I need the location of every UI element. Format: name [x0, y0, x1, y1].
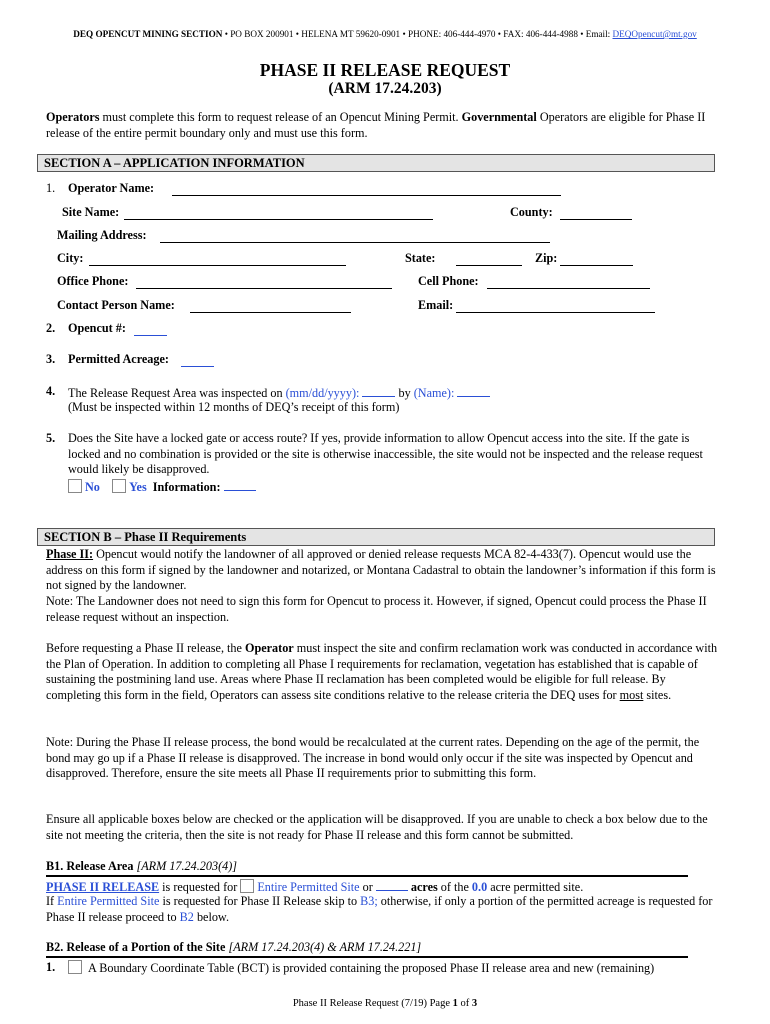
email-field[interactable]	[456, 298, 655, 313]
yes-label: Yes	[129, 480, 147, 494]
b1-requested-for: is requested for	[159, 880, 241, 894]
zip-field[interactable]	[560, 251, 633, 266]
form-title: PHASE II RELEASE REQUEST	[259, 60, 511, 80]
entire-site-reference: Entire Permitted Site	[57, 894, 160, 908]
p2-text-a: Before requesting a Phase II release, the	[46, 641, 245, 655]
b2-item1	[68, 960, 654, 977]
q5-text: Does the Site have a locked gate or access route? If yes, provide information to allow Opencut access into the site. If the gate is locked and no combination is provided or the site is otherwise inaccessible, the site would not be inspected and the release request would likely be disapproved.	[68, 431, 703, 476]
q3-number: 3.	[46, 352, 56, 366]
county-label: County:	[510, 205, 553, 219]
b2-heading	[46, 940, 688, 958]
entire-site-label: Entire Permitted Site	[257, 880, 360, 894]
q4-note: (Must be inspected within 12 months of DEQ’s receipt of this form)	[68, 400, 400, 414]
b1-of-the: of the	[437, 880, 472, 894]
mailing-address-field[interactable]	[160, 228, 550, 243]
p2-operator-bold: Operator	[244, 641, 294, 655]
permitted-acreage-label: Permitted Acreage:	[68, 352, 169, 366]
form-subtitle: (ARM 17.24.203)	[328, 80, 442, 97]
b3-link[interactable]: B3;	[360, 894, 378, 908]
footer-text: Phase II Release Request (7/19) Page	[292, 998, 453, 1009]
inspector-name-field[interactable]	[457, 384, 490, 397]
no-label: No	[85, 480, 100, 494]
b2-link[interactable]: B2	[179, 909, 194, 924]
bond-note-paragraph: Note: During the Phase II release process, the bond would be recalculated at the current rates. Depending on the age of the permit, the bond may go up if a Phase II release is disapproved. The increase in bond would only occur if the site was inspected by Opencut and disapproved. Therefore, ensure the site meets all Phase II requirements prior to submitting this form.	[46, 735, 700, 780]
permitted-acre-value: 0.0	[471, 880, 488, 894]
intro-governmental-bold: Governmental	[461, 110, 537, 124]
intro-text-1: must complete this form to request release of an Opencut Mining Permit.	[99, 110, 462, 124]
p2-text-b: must inspect the site and confirm reclamation work was conducted in accordance with the Plan of Operation. In addition to completing all Phase I requirements for reclamation, vegetation has established that is capable of sustaining the postmining land use. Areas where Phase II reclamation has been completed would be eligible for full release. By completing this form in the field, Operators can assess site conditions relative to the release criteria the DEQ uses for	[46, 641, 718, 702]
b1-acre-permitted-site: acre permitted site.	[487, 880, 584, 894]
footer-of: of	[457, 998, 472, 1009]
b1-heading	[46, 859, 688, 877]
permitted-acreage-field[interactable]	[181, 352, 214, 367]
no-checkbox[interactable]	[68, 479, 82, 493]
section-b-heading: SECTION B – Phase II Requirements	[37, 528, 715, 546]
page-footer	[0, 996, 770, 1012]
cell-phone-field[interactable]	[487, 274, 650, 289]
intro-text-2: Operators are eligible for Phase II release of the entire permit boundary only and must use this form.	[46, 110, 706, 140]
q4-name-label: (Name):	[413, 386, 455, 400]
q4-by-text: by	[395, 386, 414, 400]
p2-most-underlined: most	[619, 687, 644, 702]
state-field[interactable]	[456, 251, 522, 266]
agency-name: DEQ OPENCUT MINING SECTION	[73, 29, 223, 39]
b1-release-line	[46, 878, 583, 896]
b1-line2-c: otherwise, if only a portion of the permitted acreage is requested for Phase II release proceed to	[46, 894, 713, 924]
phase-ii-label: Phase II:	[46, 547, 94, 561]
information-field[interactable]	[224, 478, 256, 491]
b2-item1-number: 1.	[46, 960, 56, 974]
release-acres-field[interactable]	[376, 878, 408, 891]
agency-email-link[interactable]: DEQOpencut@mt.gov	[612, 29, 697, 39]
phase-ii-release-label: PHASE II RELEASE	[46, 880, 160, 894]
intro-paragraph	[46, 110, 720, 141]
operator-name-row	[68, 181, 154, 197]
phase-ii-paragraph	[46, 547, 720, 594]
p2-text-c: sites.	[643, 687, 672, 702]
phase-ii-text: Opencut would notify the landowner of all approved or denied release requests MCA 82-4-433(7). Opencut would use the address on this form if signed by the landowner and notarized, or Montana Cadastral to obtain the landowner’s information if this form is not signed by the landowner.	[46, 547, 716, 592]
contact-person-label: Contact Person Name:	[57, 298, 175, 312]
q1-number: 1.	[46, 181, 56, 195]
acres-label: acres	[410, 880, 438, 894]
landowner-note: Note: The Landowner does not need to sign this form for Opencut to process it. However, if signed, Opencut could process the Phase II release request without an inspection.	[46, 594, 707, 624]
b1-reference: [ARM 17.24.203(4)]	[133, 859, 238, 873]
b1-or: or	[359, 880, 376, 894]
city-label: City:	[57, 251, 84, 265]
b1-line2-d: below.	[193, 909, 229, 924]
operator-name-label: Operator Name:	[68, 181, 155, 195]
city-field[interactable]	[89, 251, 346, 266]
opencut-number-label: Opencut #:	[68, 321, 126, 335]
agency-contact-details: • PO BOX 200901 • HELENA MT 59620-0901 • PHONE: 406-444-4970 • FAX: 406-444-4988 • Email:	[222, 29, 613, 39]
intro-operators-bold: Operators	[46, 110, 100, 124]
q5-number: 5.	[46, 431, 56, 445]
b1-line2-a: If	[46, 894, 58, 908]
site-name-field[interactable]	[124, 205, 433, 220]
q2-number: 2.	[46, 321, 56, 335]
office-phone-label: Office Phone:	[57, 274, 129, 288]
operator-name-field[interactable]	[172, 181, 561, 196]
b2-item1-text: A Boundary Coordinate Table (BCT) is provided containing the proposed Phase II release area and new (remaining)	[88, 961, 655, 975]
q4-date-label: (mm/dd/yyyy):	[285, 386, 360, 400]
zip-label: Zip:	[535, 251, 558, 265]
state-label: State:	[405, 251, 436, 265]
footer-page-number: 1	[452, 998, 458, 1009]
cell-phone-label: Cell Phone:	[418, 274, 479, 288]
b2-reference: [ARM 17.24.203(4) & ARM 17.24.221]	[225, 940, 422, 954]
q5-options	[68, 478, 256, 496]
opencut-number-field[interactable]	[134, 321, 167, 336]
email-label: Email:	[418, 298, 454, 312]
bct-checkbox[interactable]	[68, 960, 82, 974]
contact-person-field[interactable]	[190, 298, 351, 313]
agency-contact-header	[0, 27, 770, 43]
entire-site-checkbox[interactable]	[240, 879, 254, 893]
office-phone-field[interactable]	[136, 274, 392, 289]
b1-heading-text: B1. Release Area	[46, 859, 134, 873]
q4-inspection-line	[68, 384, 490, 402]
county-field[interactable]	[560, 205, 632, 220]
b1-instructions	[46, 894, 720, 925]
footer-total-pages: 3	[471, 998, 478, 1009]
b1-line2-b: is requested for Phase II Release skip to	[159, 894, 361, 908]
operator-inspection-paragraph	[46, 641, 720, 703]
yes-checkbox[interactable]	[112, 479, 126, 493]
ensure-boxes-paragraph: Ensure all applicable boxes below are checked or the application will be disapproved. If you are unable to check a box below due to the site not meeting the criteria, then the site is not ready for Phase II release and this form cannot be submitted.	[46, 812, 708, 842]
information-label: Information:	[152, 480, 221, 494]
section-a-heading: SECTION A – APPLICATION INFORMATION	[37, 154, 715, 172]
q4-text: The Release Request Area was inspected on	[68, 386, 286, 400]
inspection-date-field[interactable]	[362, 384, 395, 397]
b2-heading-text: B2. Release of a Portion of the Site	[46, 940, 226, 954]
q4-number: 4.	[46, 384, 56, 398]
mailing-address-label: Mailing Address:	[57, 228, 147, 242]
site-name-label: Site Name:	[62, 205, 120, 219]
